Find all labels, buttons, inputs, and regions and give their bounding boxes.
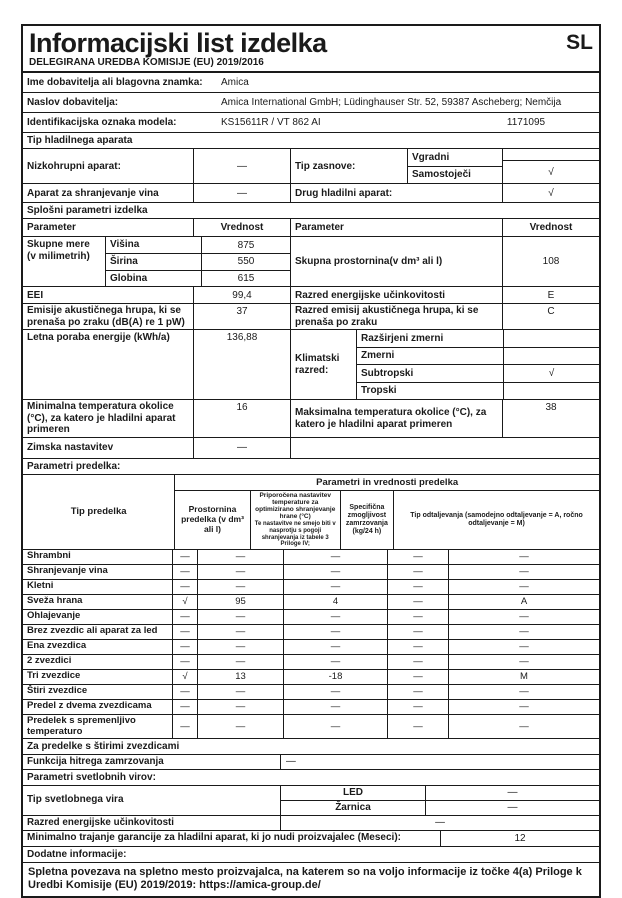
compartment-check: —: [172, 580, 197, 594]
design-type-options: [407, 149, 502, 183]
compartment-table-row: [23, 685, 599, 700]
led-value: —: [507, 787, 518, 799]
compartment-defrost: —: [448, 715, 599, 739]
compartment-defrost: —: [448, 580, 599, 594]
compartment-table-row: [23, 670, 599, 685]
compartment-temperature: —: [283, 715, 387, 739]
width-label: Širina: [110, 256, 138, 268]
compartment-table-row: [23, 565, 599, 580]
depth-label: Globina: [110, 272, 148, 284]
compartment-defrost: —: [448, 640, 599, 654]
col-temperature-note: Te nastavitve ne smejo biti v nasprotju s pogoji shranjevanja iz tabele 3 Priloge IV;: [254, 521, 336, 548]
compartment-temperature: —: [283, 625, 387, 639]
compartment-temperature: —: [283, 580, 387, 594]
wine-other-row: [23, 184, 599, 203]
compartment-capacity: —: [387, 685, 448, 699]
light-type-label: Tip svetlobnega vira: [27, 794, 124, 806]
eei-value: 99,4: [193, 287, 290, 303]
climate-row-value: [503, 348, 599, 365]
title-bar: [23, 26, 599, 57]
compartment-merged-header: Parametri in vrednosti predelka: [175, 475, 599, 491]
climate-row-label: Razširjeni zmerni: [361, 332, 444, 344]
other-appliance-value: √: [502, 184, 599, 202]
dimensions-volume-row: [23, 237, 599, 287]
low-noise-design-row: [23, 149, 599, 184]
supplier-address-value: Amica International GmbH; Lüdinghauser Str. 52, 59387 Ascheberg; Nemčija: [221, 97, 562, 109]
compartment-table-row: [23, 595, 599, 610]
page-title: Informacijski list izdelka: [29, 28, 327, 58]
annual-energy-label: Letna poraba energije (kWh/a): [27, 332, 170, 344]
light-energy-class-row: [23, 816, 599, 831]
freestanding-label: Samostoječi: [412, 169, 471, 181]
compartment-table-row: [23, 580, 599, 595]
compartment-type-label: Brez zvezdic ali aparat za led: [27, 625, 158, 637]
compartment-temperature: —: [283, 550, 387, 564]
min-temp-label: Minimalna temperatura okolice (°C), za katero je hladilni aparat primeren: [27, 401, 176, 436]
col-freezing-capacity: Specifična zmogljivost zamrzovanja (kg/24 h): [340, 491, 393, 549]
noise-value: 37: [193, 304, 290, 329]
compartment-type-label: Sveža hrana: [27, 595, 83, 607]
section-header-light-sources: Parametri svetlobnih virov:: [23, 769, 599, 786]
compartment-type-label: Kletni: [27, 580, 54, 592]
eei-row: [23, 287, 599, 304]
compartment-volume: —: [197, 640, 283, 654]
compartment-defrost: —: [448, 550, 599, 564]
compartment-volume: —: [197, 580, 283, 594]
compartment-temperature: —: [283, 610, 387, 624]
compartment-volume: —: [197, 565, 283, 579]
annual-energy-value: 136,88: [193, 330, 290, 399]
wine-storage-label: Aparat za shranjevanje vina: [27, 187, 159, 199]
product-information-sheet: [21, 24, 601, 898]
compartment-volume: —: [197, 550, 283, 564]
compartment-temperature: —: [283, 700, 387, 714]
compartment-capacity: —: [387, 565, 448, 579]
col-defrost-type: Tip odtaljevanja (samodejno odtaljevanje = A, ročno odtaljevanje = M): [393, 491, 599, 549]
bulb-label: Žarnica: [335, 801, 371, 813]
noise-label: Emisije akustičnega hrupa, ki se prenaša po zraku (dB(A) re 1 pW): [27, 305, 185, 328]
fast-freeze-label: Funkcija hitrega zamrzovanja: [27, 755, 164, 767]
design-type-values: [502, 149, 599, 183]
wine-storage-value: —: [193, 184, 290, 202]
compartment-type-label: Ohlajevanje: [27, 610, 81, 622]
climate-class-label: Klimatski razred:: [290, 330, 356, 399]
compartment-table-row: [23, 640, 599, 655]
low-noise-label: Nizkohrupni aparat:: [27, 160, 121, 172]
climate-row-label: Tropski: [361, 385, 397, 397]
section-header-compartments: Parametri predelka:: [23, 458, 599, 475]
compartment-check: —: [172, 640, 197, 654]
compartment-temperature: —: [283, 565, 387, 579]
compartment-table-row: [23, 715, 599, 739]
compartment-temperature: -18: [283, 670, 387, 684]
winter-setting-label: Zimska nastavitev: [27, 442, 114, 454]
total-volume-label: Skupna prostornina(v dm³ ali l): [290, 237, 502, 286]
col-temperature-main: Priporočena nastavitev temperature za optimizirano shranjevanje hrane (°C): [255, 491, 336, 521]
climate-row-label: Zmerni: [361, 350, 395, 362]
compartment-check: —: [172, 715, 197, 739]
winter-setting-row: [23, 438, 599, 459]
section-header-additional-info: Dodatne informacije:: [23, 846, 599, 863]
compartment-table-row: [23, 700, 599, 715]
col-value-left: Vrednost: [193, 219, 290, 236]
compartment-type-label: 2 zvezdici: [27, 655, 72, 667]
led-label: LED: [343, 786, 363, 798]
col-temperature: [250, 491, 340, 549]
built-in-label: Vgradni: [412, 151, 450, 163]
light-type-options: [280, 786, 425, 815]
bulb-value: —: [507, 802, 518, 814]
compartment-temperature: —: [283, 655, 387, 669]
compartment-defrost: —: [448, 700, 599, 714]
winter-setting-value: —: [193, 438, 290, 458]
manufacturer-website-note: Spletna povezava na spletno mesto proizvajalca, na katerem so na voljo informacije iz točke 4(a) Priloge k Uredbi Komisije (EU) 2019/2019: https://amica-group.de/: [28, 865, 582, 892]
warranty-label: Minimalno trajanje garancije za hladilni aparat, ki jo nudi proizvajalec (Meseci):: [27, 832, 401, 844]
winter-setting-empty: [290, 438, 599, 458]
compartment-defrost: A: [448, 595, 599, 609]
max-temp-label: Maksimalna temperatura okolice (°C), za katero je hladilni aparat primeren: [290, 400, 502, 437]
section-header-four-star: Za predelke s štirimi zvezdicami: [23, 738, 599, 755]
col-parameter-left: Parameter: [27, 222, 76, 234]
built-in-value: [503, 149, 599, 160]
col-compartment-type: Tip predelka: [70, 506, 127, 518]
compartment-capacity: —: [387, 580, 448, 594]
compartment-check: —: [172, 610, 197, 624]
col-parameter-right: Parameter: [290, 219, 502, 236]
climate-row-value: [503, 383, 599, 400]
compartment-volume: —: [197, 700, 283, 714]
light-type-row: [23, 786, 599, 816]
ambient-temperature-row: [23, 400, 599, 438]
compartment-capacity: —: [387, 700, 448, 714]
energy-class-label: Razred energijske učinkovitosti: [290, 287, 502, 303]
section-header-appliance-type: Tip hladilnega aparata: [23, 132, 599, 149]
general-column-header-row: [23, 219, 599, 237]
light-type-values: [425, 786, 599, 815]
compartment-type-label: Tri zvezdice: [27, 670, 81, 682]
compartment-rows: [23, 550, 599, 739]
compartment-volume: —: [197, 715, 283, 739]
compartment-defrost: —: [448, 565, 599, 579]
other-appliance-label: Drug hladilni aparat:: [290, 184, 502, 202]
compartment-defrost: —: [448, 610, 599, 624]
model-value: KS15611R / VT 862 AI: [221, 117, 321, 129]
energy-class-value: E: [502, 287, 599, 303]
compartment-defrost: —: [448, 655, 599, 669]
climate-row-value: [503, 330, 599, 347]
noise-class-value: C: [502, 304, 599, 329]
warranty-row: [23, 830, 599, 847]
height-value: 875: [201, 237, 290, 253]
compartment-defrost: —: [448, 625, 599, 639]
col-volume: Prostornina predelka (v dm³ ali l): [181, 504, 244, 534]
model-label: Identifikacijska oznaka modela:: [27, 117, 177, 129]
compartment-check: —: [172, 655, 197, 669]
compartment-table-row: [23, 550, 599, 565]
compartment-check: √: [172, 595, 197, 609]
compartment-capacity: —: [387, 640, 448, 654]
noise-class-label: Razred emisij akustičnega hrupa, ki se prenaša po zraku: [290, 304, 502, 329]
compartment-capacity: —: [387, 655, 448, 669]
energy-climate-row: [23, 330, 599, 400]
compartment-volume: —: [197, 610, 283, 624]
compartment-header-row: [23, 475, 599, 550]
warranty-value: 12: [440, 831, 599, 846]
compartment-table-row: [23, 610, 599, 625]
climate-row-label: Subtropski: [361, 367, 414, 379]
supplier-name-value: Amica: [221, 77, 249, 89]
col-value-right: Vrednost: [502, 219, 599, 236]
compartment-defrost: M: [448, 670, 599, 684]
compartment-type-label: Ena zvezdica: [27, 640, 87, 652]
compartment-table-row: [23, 625, 599, 640]
climate-class-table: [356, 330, 599, 399]
dimensions-table: [105, 237, 290, 286]
model-code: 1171095: [506, 117, 546, 129]
supplier-address-row: [23, 93, 599, 113]
compartment-type-label: Shrambni: [27, 550, 71, 562]
compartment-check: —: [172, 550, 197, 564]
compartment-table-row: [23, 655, 599, 670]
compartment-check: —: [172, 700, 197, 714]
compartment-capacity: —: [387, 610, 448, 624]
model-row: [23, 113, 599, 133]
climate-row-value: √: [503, 365, 599, 382]
compartment-volume: 95: [197, 595, 283, 609]
design-type-label: Tip zasnove:: [290, 149, 407, 183]
fast-freeze-value: —: [280, 755, 599, 769]
compartment-capacity: —: [387, 715, 448, 739]
compartment-defrost: —: [448, 685, 599, 699]
language-code: SL: [566, 31, 593, 54]
max-temp-value: 38: [502, 400, 599, 437]
light-energy-class-value: —: [280, 816, 599, 830]
light-energy-class-label: Razred energijske učinkovitosti: [27, 816, 175, 828]
compartment-capacity: —: [387, 550, 448, 564]
compartment-temperature: 4: [283, 595, 387, 609]
supplier-name-row: [23, 73, 599, 93]
compartment-check: —: [172, 565, 197, 579]
compartment-temperature: —: [283, 640, 387, 654]
compartment-check: √: [172, 670, 197, 684]
depth-value: 615: [201, 271, 290, 287]
compartment-volume: —: [197, 655, 283, 669]
total-volume-value: 108: [502, 237, 599, 286]
compartment-check: —: [172, 685, 197, 699]
noise-row: [23, 304, 599, 330]
dimensions-label: Skupne mere (v milimetrih): [27, 239, 90, 262]
low-noise-value: —: [193, 149, 290, 183]
compartment-capacity: —: [387, 595, 448, 609]
compartment-capacity: —: [387, 625, 448, 639]
compartment-type-label: Štiri zvezdice: [27, 685, 88, 697]
eei-label: EEI: [27, 289, 44, 301]
compartment-temperature: —: [283, 685, 387, 699]
supplier-name-label: Ime dobavitelja ali blagovna znamka:: [27, 77, 203, 89]
compartment-header-right: [174, 475, 599, 549]
compartment-type-label: Predelek s spremenljivo temperaturo: [27, 714, 136, 737]
section-header-general-parameters: Splošni parametri izdelka: [23, 202, 599, 219]
compartment-capacity: —: [387, 670, 448, 684]
compartment-volume: 13: [197, 670, 283, 684]
regulation-subtitle: DELEGIRANA UREDBA KOMISIJE (EU) 2019/2016: [23, 57, 599, 73]
compartment-check: —: [172, 625, 197, 639]
freestanding-value: √: [548, 166, 554, 178]
min-temp-value: 16: [193, 400, 290, 437]
compartment-type-label: Shranjevanje vina: [27, 565, 108, 577]
fast-freeze-row: [23, 755, 599, 770]
compartment-type-label: Predel z dvema zvezdicama: [27, 700, 152, 712]
width-value: 550: [201, 254, 290, 270]
compartment-volume: —: [197, 625, 283, 639]
height-label: Višina: [110, 239, 140, 251]
supplier-address-label: Naslov dobavitelja:: [27, 97, 119, 109]
compartment-volume: —: [197, 685, 283, 699]
